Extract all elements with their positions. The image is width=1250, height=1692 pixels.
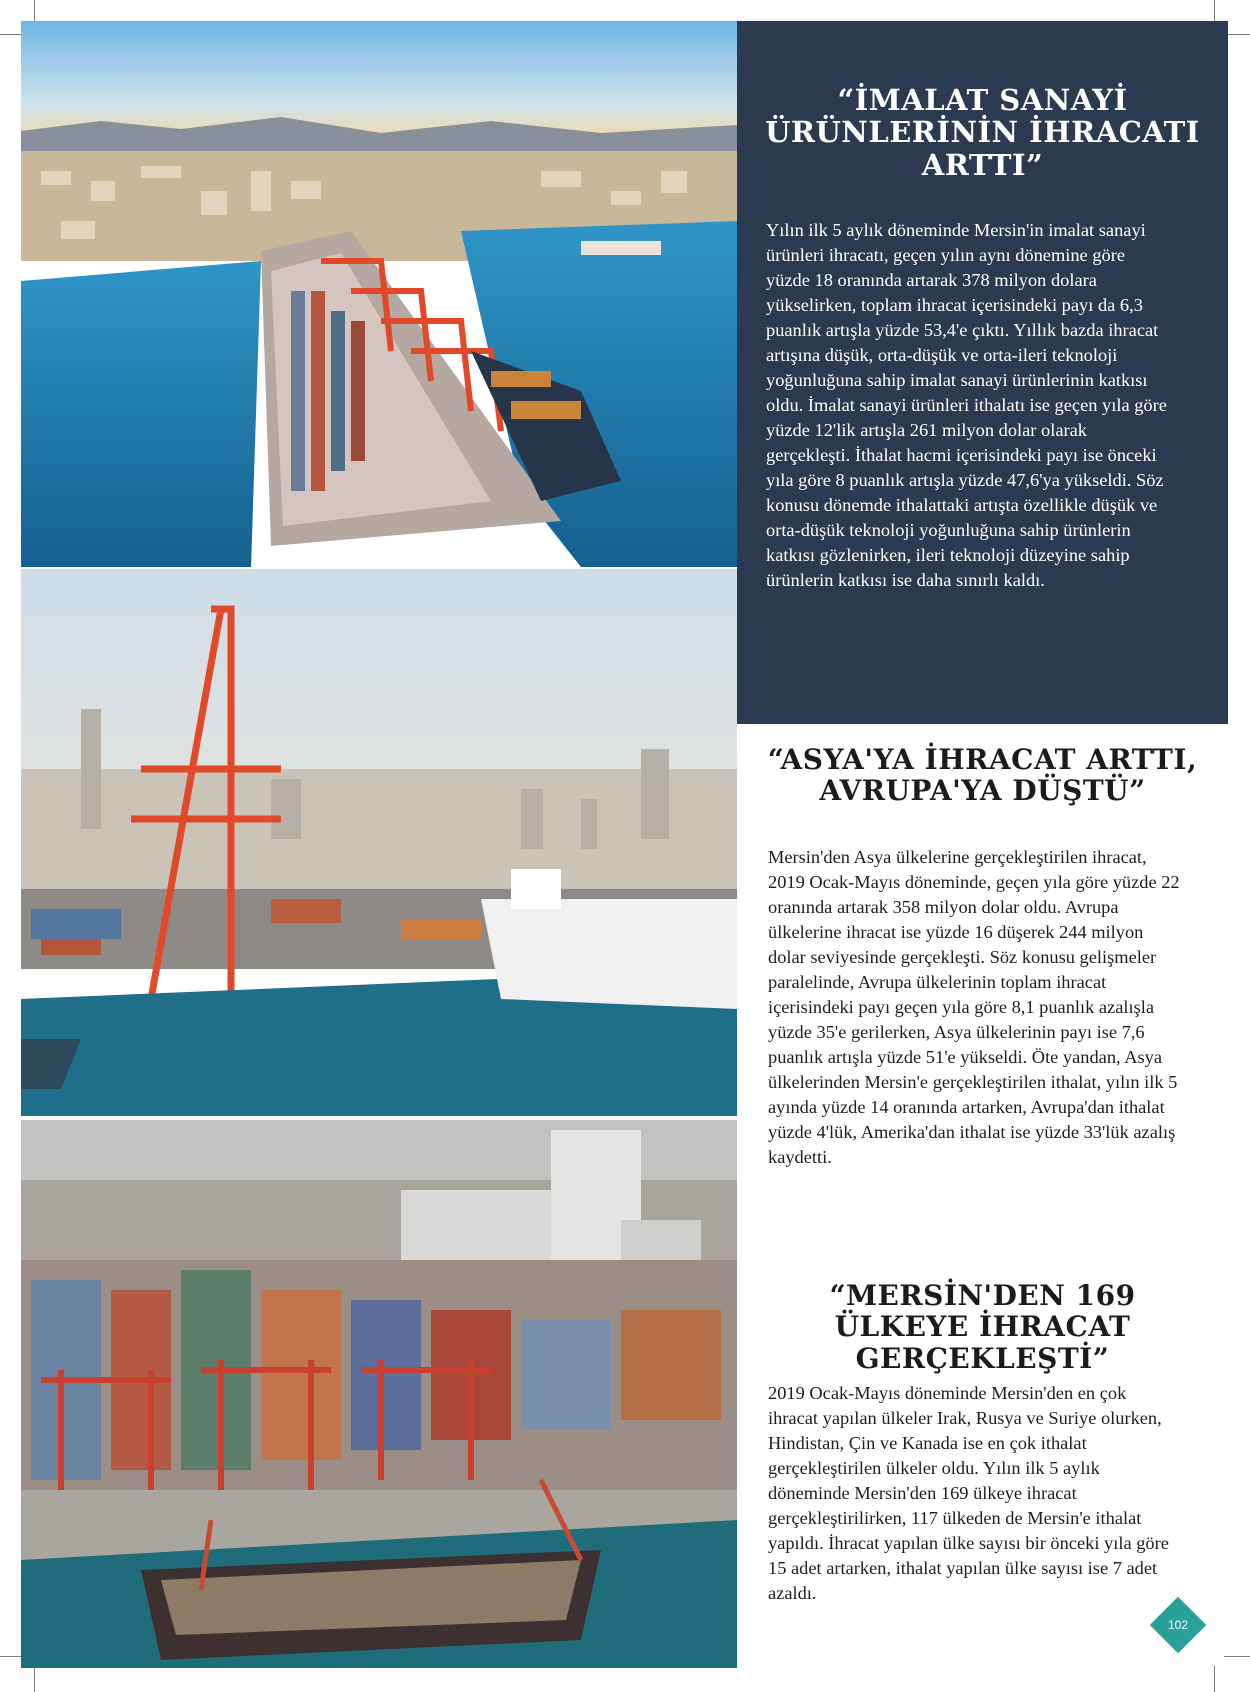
page-number-badge bbox=[1150, 1597, 1207, 1654]
section1-title: “İMALAT SANAYİ ÜRÜNLERİNİN İHRACATI ARTTI” bbox=[765, 83, 1200, 182]
crop-mark-bottom-right bbox=[1214, 1666, 1215, 1692]
section2-body: Mersin'den Asya ülkelerine gerçekleştirilen ihracat, 2019 Ocak-Mayıs döneminde, geçen yıla göre yüzde 22 oranında artarak 358 milyon dolar oldu. Avrupa ülkelerine ihracat ise yüzde 16 düşerek 244 milyon dolar seviyesinde gerçekleşti. Söz konusu gelişmeler paralelinde, Avrupa ülkelerinin toplam ihracat içerisindeki payı geçen yıla göre 8,1 puanlık azalışla yüzde 35'e gerilerken, Asya ülkelerinin payı ise 7,6 puanlık artışla yüzde 51'e yükseldi. Öte yandan, Asya ülkelerinden Mersin'e gerçekleştirilen ithalat, yılın ilk 5 ayında yüzde 14 oranında artarken, Avrupa'dan ithalat yüzde 4'lük, Amerika'dan ithalat ise yüzde 33'lük azalış kaydetti. bbox=[768, 847, 1180, 1167]
page-number: 102 bbox=[1167, 1618, 1189, 1632]
container-yard-photo bbox=[21, 1120, 737, 1668]
port-aerial-illustration bbox=[21, 21, 737, 567]
port-crane-photo bbox=[21, 569, 737, 1116]
section1-body: Yılın ilk 5 aylık döneminde Mersin'in imalat sanayi ürünleri ihracatı, geçen yılın aynı dönemine göre yüzde 18 oranında artarak 378 milyon dolara yükselirken, toplam ihracat içerisindeki payı da 6,3 puanlık artışla yüzde 53,4'e çıktı. Yıllık bazda ihracat artışına düşük, orta-düşük ve orta-ileri teknoloji yoğunluğuna sahip imalat sanayi ürünlerinin katkısı oldu. İmalat sanayi ürünleri ithalatı ise geçen yıla göre yüzde 12'lik artışla 261 milyon dolar olarak gerçekleşti. İthalat hacmi içerisindeki payı ise önceki yıla göre 8 puanlık artışla yüzde 47,6'ya yükseldi. Söz konusu dönemde ithalattaki artışta özellikle düşük ve orta-düşük teknoloji yoğunluğuna sahip ürünlerin katkısı gözlenirken, ileri teknoloji düzeyine sahip ürünlerin katkısı ise daha sınırlı kaldı. bbox=[766, 220, 1167, 590]
section3-body: 2019 Ocak-Mayıs döneminde Mersin'den en çok ihracat yapılan ülkeler Irak, Rusya ve Suriye olurken, Hindistan, Çin ve Kanada ise en çok ithalat gerçekleştirilen ülkeler oldu. Yılın ilk 5 aylık döneminde Mersin'den 169 ülkeye ihracat gerçekleştirilirken, 117 ülkeden de Mersin'e ithalat yapıldı. İhracat yapılan ülke sayısı bir önceki yıla göre 15 adet artarken, ithalat yapılan ülke sayısı ise 7 adet azaldı. bbox=[768, 1383, 1169, 1603]
port-aerial-photo bbox=[21, 21, 737, 567]
section2-title: “ASYA'YA İHRACAT ARTTI, AVRUPA'YA DÜŞTÜ” bbox=[767, 743, 1198, 808]
section3-title: “MERSİN'DEN 169 ÜLKEYE İHRACAT GERÇEKLEŞTİ” bbox=[829, 1279, 1136, 1375]
port-crane-illustration bbox=[21, 569, 737, 1116]
crop-mark-bottom-right-h bbox=[1224, 1656, 1250, 1657]
crop-mark-bottom-left bbox=[34, 1666, 35, 1692]
container-yard-illustration bbox=[21, 1120, 737, 1668]
